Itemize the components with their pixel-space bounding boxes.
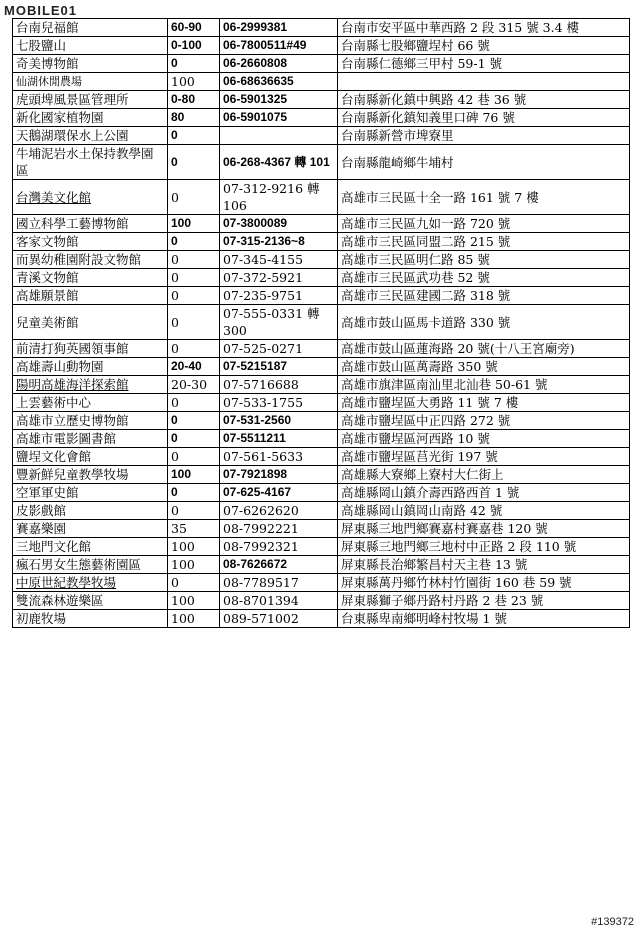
attraction-name-cell: 鹽埕文化會館 bbox=[13, 448, 168, 466]
fee-cell: 100 bbox=[168, 538, 220, 556]
address-cell: 高雄縣岡山鎮介壽西路西首 1 號 bbox=[338, 484, 630, 502]
table-row bbox=[13, 592, 630, 610]
phone-cell: 08-7626672 bbox=[220, 556, 338, 574]
phone-cell: 06-5901325 bbox=[220, 91, 338, 109]
table-row bbox=[13, 574, 630, 592]
phone-cell: 06-7800511#49 bbox=[220, 37, 338, 55]
attraction-name-cell: 初鹿牧場 bbox=[13, 610, 168, 628]
address-cell: 台南縣龍崎鄉牛埔村 bbox=[338, 145, 630, 180]
fee-cell: 0 bbox=[168, 269, 220, 287]
attraction-name-cell: 台灣美文化館 bbox=[13, 180, 168, 215]
address-cell bbox=[338, 73, 630, 91]
address-cell: 高雄市三民區武功巷 52 號 bbox=[338, 269, 630, 287]
phone-cell: 07-372-5921 bbox=[220, 269, 338, 287]
attraction-name-cell: 虎頭埤風景區管理所 bbox=[13, 91, 168, 109]
table-row bbox=[13, 215, 630, 233]
attraction-name-cell: 上雲藝術中心 bbox=[13, 394, 168, 412]
attraction-name-cell: 陽明高雄海洋探索館 bbox=[13, 376, 168, 394]
address-cell: 台東縣卑南鄉明峰村牧場 1 號 bbox=[338, 610, 630, 628]
phone-cell: 06-2660808 bbox=[220, 55, 338, 73]
fee-cell: 0 bbox=[168, 574, 220, 592]
phone-cell: 07-525-0271 bbox=[220, 340, 338, 358]
fee-cell: 0 bbox=[168, 55, 220, 73]
table-row bbox=[13, 251, 630, 269]
phone-cell: 07-533-1755 bbox=[220, 394, 338, 412]
table-row bbox=[13, 358, 630, 376]
address-cell: 高雄市鹽埕區河西路 10 號 bbox=[338, 430, 630, 448]
address-cell: 高雄市鹽埕區大勇路 11 號 7 樓 bbox=[338, 394, 630, 412]
phone-cell bbox=[220, 127, 338, 145]
table-row bbox=[13, 109, 630, 127]
attraction-name-cell: 七股鹽山 bbox=[13, 37, 168, 55]
attraction-name-cell: 高雄市立歷史博物館 bbox=[13, 412, 168, 430]
phone-cell: 08-8701394 bbox=[220, 592, 338, 610]
attraction-name-cell: 兒童美術館 bbox=[13, 305, 168, 340]
table-row bbox=[13, 55, 630, 73]
address-cell: 台南縣仁德鄉三甲村 59-1 號 bbox=[338, 55, 630, 73]
phone-cell: 07-345-4155 bbox=[220, 251, 338, 269]
address-cell: 高雄縣大寮鄉上寮村大仁街上 bbox=[338, 466, 630, 484]
attraction-name-cell: 雙流森林遊樂區 bbox=[13, 592, 168, 610]
address-cell: 高雄市三民區十全一路 161 號 7 樓 bbox=[338, 180, 630, 215]
fee-cell: 0 bbox=[168, 145, 220, 180]
attraction-name-cell: 台南兒福館 bbox=[13, 19, 168, 37]
address-cell: 高雄市三民區建國二路 318 號 bbox=[338, 287, 630, 305]
attraction-name-cell: 青溪文物館 bbox=[13, 269, 168, 287]
attractions-table bbox=[12, 18, 630, 628]
table-row bbox=[13, 233, 630, 251]
phone-cell: 07-625-4167 bbox=[220, 484, 338, 502]
attraction-name-cell: 新化國家植物園 bbox=[13, 109, 168, 127]
fee-cell: 0 bbox=[168, 412, 220, 430]
phone-cell: 07-5716688 bbox=[220, 376, 338, 394]
fee-cell: 100 bbox=[168, 466, 220, 484]
phone-cell: 07-5511211 bbox=[220, 430, 338, 448]
post-id-watermark: #139372 bbox=[591, 916, 634, 928]
fee-cell: 0 bbox=[168, 233, 220, 251]
table-row bbox=[13, 412, 630, 430]
address-cell: 高雄市三民區九如一路 720 號 bbox=[338, 215, 630, 233]
table-body bbox=[13, 19, 630, 628]
table-row bbox=[13, 145, 630, 180]
fee-cell: 0-80 bbox=[168, 91, 220, 109]
fee-cell: 100 bbox=[168, 215, 220, 233]
address-cell: 屏東縣三地門鄉三地村中正路 2 段 110 號 bbox=[338, 538, 630, 556]
fee-cell: 100 bbox=[168, 592, 220, 610]
phone-cell: 07-5215187 bbox=[220, 358, 338, 376]
address-cell: 高雄市鼓山區萬壽路 350 號 bbox=[338, 358, 630, 376]
address-cell: 屏東縣三地門鄉賽嘉村賽嘉巷 120 號 bbox=[338, 520, 630, 538]
table-row bbox=[13, 484, 630, 502]
fee-cell: 0 bbox=[168, 251, 220, 269]
phone-cell: 07-3800089 bbox=[220, 215, 338, 233]
fee-cell: 0 bbox=[168, 180, 220, 215]
table-row bbox=[13, 73, 630, 91]
logo-text: MOBILE01 bbox=[4, 2, 78, 18]
attraction-name-cell: 國立科學工藝博物館 bbox=[13, 215, 168, 233]
table-row bbox=[13, 430, 630, 448]
fee-cell: 0 bbox=[168, 448, 220, 466]
address-cell: 台南縣新營市埤寮里 bbox=[338, 127, 630, 145]
address-cell: 屏東縣長治鄉繁昌村天主巷 13 號 bbox=[338, 556, 630, 574]
table-row bbox=[13, 287, 630, 305]
fee-cell: 0 bbox=[168, 340, 220, 358]
fee-cell: 0 bbox=[168, 287, 220, 305]
attraction-name-cell: 三地門文化館 bbox=[13, 538, 168, 556]
table-row bbox=[13, 37, 630, 55]
address-cell: 屏東縣獅子鄉丹路村丹路 2 巷 23 號 bbox=[338, 592, 630, 610]
address-cell: 高雄市鼓山區蓮海路 20 號(十八王宮廟旁) bbox=[338, 340, 630, 358]
fee-cell: 0 bbox=[168, 430, 220, 448]
attraction-name-cell: 客家文物館 bbox=[13, 233, 168, 251]
fee-cell: 0 bbox=[168, 502, 220, 520]
fee-cell: 0 bbox=[168, 127, 220, 145]
fee-cell: 20-30 bbox=[168, 376, 220, 394]
attraction-name-cell: 高雄壽山動物園 bbox=[13, 358, 168, 376]
fee-cell: 100 bbox=[168, 610, 220, 628]
phone-cell: 06-2999381 bbox=[220, 19, 338, 37]
table-row bbox=[13, 466, 630, 484]
attraction-name-cell: 前清打狗英國領事館 bbox=[13, 340, 168, 358]
attraction-name-cell: 豐新鮮兒童教學牧場 bbox=[13, 466, 168, 484]
phone-cell: 08-7789517 bbox=[220, 574, 338, 592]
fee-cell: 0 bbox=[168, 394, 220, 412]
phone-cell: 07-315-2136~8 bbox=[220, 233, 338, 251]
phone-cell: 07-555-0331 轉 300 bbox=[220, 305, 338, 340]
address-cell: 台南縣七股鄉鹽埕村 66 號 bbox=[338, 37, 630, 55]
fee-cell: 35 bbox=[168, 520, 220, 538]
fee-cell: 0-100 bbox=[168, 37, 220, 55]
fee-cell: 60-90 bbox=[168, 19, 220, 37]
address-cell: 高雄市鹽埕區中正四路 272 號 bbox=[338, 412, 630, 430]
table-row bbox=[13, 502, 630, 520]
table-row bbox=[13, 19, 630, 37]
table-row bbox=[13, 305, 630, 340]
attraction-name-cell: 奇美博物館 bbox=[13, 55, 168, 73]
attraction-name-cell: 皮影戲館 bbox=[13, 502, 168, 520]
phone-cell: 07-235-9751 bbox=[220, 287, 338, 305]
table-row bbox=[13, 180, 630, 215]
table-row bbox=[13, 269, 630, 287]
table-row bbox=[13, 127, 630, 145]
table-row bbox=[13, 538, 630, 556]
phone-cell: 06-5901075 bbox=[220, 109, 338, 127]
address-cell: 高雄市鼓山區馬卡道路 330 號 bbox=[338, 305, 630, 340]
attraction-name-cell: 天鵝湖環保水上公園 bbox=[13, 127, 168, 145]
phone-cell: 07-531-2560 bbox=[220, 412, 338, 430]
attraction-name-cell: 而異幼稚園附設文物館 bbox=[13, 251, 168, 269]
fee-cell: 0 bbox=[168, 484, 220, 502]
attraction-name-cell: 高雄市電影圖書館 bbox=[13, 430, 168, 448]
address-cell: 台南市安平區中華西路 2 段 315 號 3.4 樓 bbox=[338, 19, 630, 37]
phone-cell: 07-7921898 bbox=[220, 466, 338, 484]
fee-cell: 100 bbox=[168, 556, 220, 574]
address-cell: 高雄市旗津區南汕里北汕巷 50-61 號 bbox=[338, 376, 630, 394]
attraction-name-cell: 仙湖休閒農場 bbox=[13, 73, 168, 91]
address-cell: 高雄市三民區明仁路 85 號 bbox=[338, 251, 630, 269]
address-cell: 台南縣新化鎮知義里口碑 76 號 bbox=[338, 109, 630, 127]
attraction-name-cell: 中原世紀教學牧場 bbox=[13, 574, 168, 592]
attraction-name-cell: 瘋石男女生態藝術園區 bbox=[13, 556, 168, 574]
fee-cell: 0 bbox=[168, 305, 220, 340]
address-cell: 台南縣新化鎮中興路 42 巷 36 號 bbox=[338, 91, 630, 109]
table-row bbox=[13, 394, 630, 412]
phone-cell: 07-6262620 bbox=[220, 502, 338, 520]
address-cell: 高雄市鹽埕區莒光街 197 號 bbox=[338, 448, 630, 466]
address-cell: 高雄市三民區同盟二路 215 號 bbox=[338, 233, 630, 251]
phone-cell: 06-68636635 bbox=[220, 73, 338, 91]
attraction-name-cell: 空軍軍史館 bbox=[13, 484, 168, 502]
attraction-name-cell: 高雄願景館 bbox=[13, 287, 168, 305]
address-cell: 高雄縣岡山鎮岡山南路 42 號 bbox=[338, 502, 630, 520]
fee-cell: 20-40 bbox=[168, 358, 220, 376]
table-row bbox=[13, 448, 630, 466]
address-cell: 屏東縣萬丹鄉竹林村竹園街 160 巷 59 號 bbox=[338, 574, 630, 592]
fee-cell: 80 bbox=[168, 109, 220, 127]
phone-cell: 08-7992221 bbox=[220, 520, 338, 538]
mobile01-logo bbox=[4, 2, 77, 18]
table-row bbox=[13, 340, 630, 358]
phone-cell: 06-268-4367 轉 101 bbox=[220, 145, 338, 180]
phone-cell: 07-561-5633 bbox=[220, 448, 338, 466]
phone-cell: 089-571002 bbox=[220, 610, 338, 628]
phone-cell: 07-312-9216 轉 106 bbox=[220, 180, 338, 215]
fee-cell: 100 bbox=[168, 73, 220, 91]
table-row bbox=[13, 610, 630, 628]
phone-cell: 08-7992321 bbox=[220, 538, 338, 556]
attraction-name-cell: 牛埔泥岩水土保持教學園區 bbox=[13, 145, 168, 180]
table-row bbox=[13, 376, 630, 394]
table-row bbox=[13, 520, 630, 538]
table-row bbox=[13, 556, 630, 574]
table-row bbox=[13, 91, 630, 109]
attraction-name-cell: 賽嘉樂園 bbox=[13, 520, 168, 538]
